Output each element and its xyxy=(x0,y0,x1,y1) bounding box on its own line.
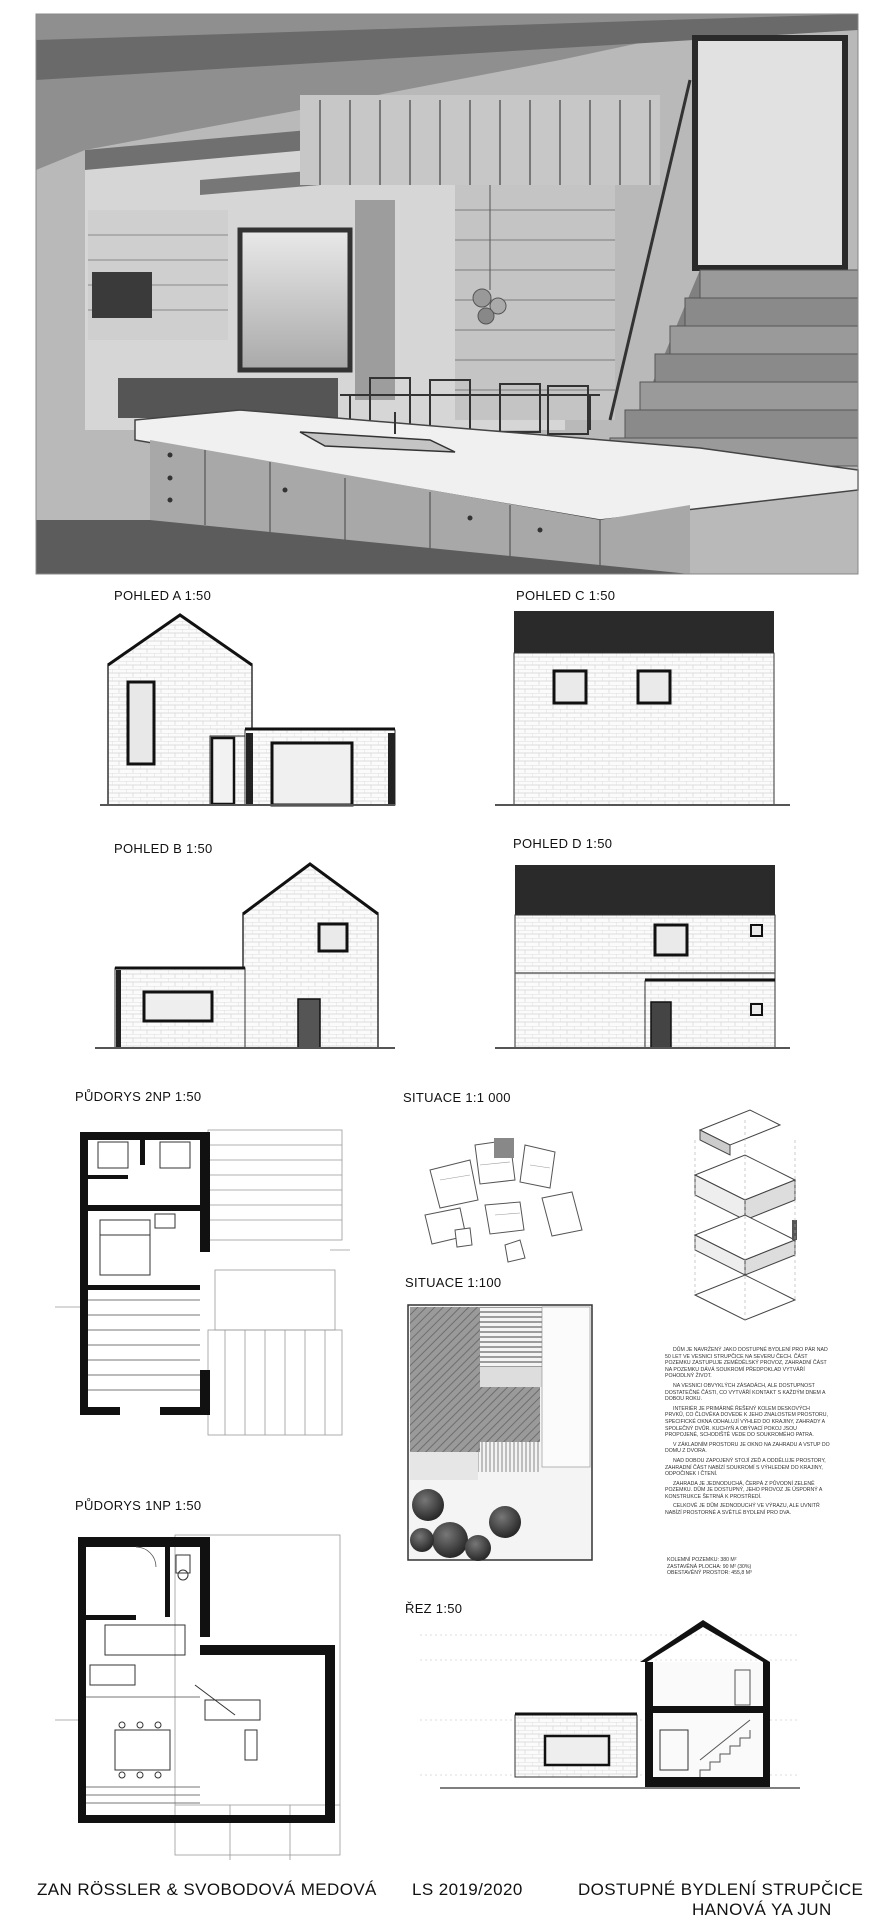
podorys-1np-label: PŮDORYS 1NP 1:50 xyxy=(75,1498,202,1513)
rez-label: ŘEZ 1:50 xyxy=(405,1601,463,1616)
project-description xyxy=(665,1347,830,1520)
description-paragraph: CELKOVĚ JE DŮM JEDNODUCHÝ VE VÝRAZU, ALE UVNITŘ NABÍZÍ PROSTORNÉ A SVĚTLÉ BYDLENÍ PRO DVA. xyxy=(665,1503,820,1517)
elevation-c-drawing xyxy=(0,605,894,835)
interior-perspective-drawing xyxy=(0,0,894,575)
description-paragraph: V ZÁKLADNÍM PROSTORU JE OKNO NA ZAHRADU A VSTUP DO DOMU Z DVORA. xyxy=(665,1441,830,1455)
axonometric-diagram xyxy=(0,1100,894,1310)
description-paragraph: DŮM JE NAVRŽENÝ JAKO DOSTUPNÉ BYDLENÍ PRO PÁR NAD 50 LET VE VESNICI STRUPČICE NA SEVERU ČECH. ČÁST POZEMKU ZASTUPUJE ZEMĚDĚLSKÝ PROVOZ, ZAHRADNÍ ČÁST NA POZEMKU DÁVÁ SOUKROMÍ PŘEDPOKLAD VYTVÁŘÍ POHODLNÝ ŽIVOT. xyxy=(665,1347,828,1380)
podorys-2np-label: PŮDORYS 2NP 1:50 xyxy=(75,1089,202,1104)
pohled-d-label: POHLED D 1:50 xyxy=(513,836,613,851)
pohled-a-label: POHLED A 1:50 xyxy=(114,588,212,603)
upper-window xyxy=(695,38,845,268)
pohled-b-label: POHLED B 1:50 xyxy=(114,841,213,856)
description-paragraph: NAD DOBOU ZAPOJENÝ STOJÍ ZEĎ A ODDĚLUJE PROSTORY, ZAHRADNÍ ČÁST NABÍZÍ SOUKROMÍ S VÝHLEDEM DO KRAJINY, ODPOČINEK I ČTENÍ. xyxy=(665,1457,826,1478)
pohled-c-label: POHLED C 1:50 xyxy=(516,588,616,603)
stat-plot-area: KOLEMNÍ POZEMKU: 380 M² xyxy=(667,1557,737,1563)
authors-text: ZAN RÖSSLER & SVOBODOVÁ MEDOVÁ xyxy=(37,1880,377,1899)
situace-1000-label: SITUACE 1:1 000 xyxy=(403,1090,511,1105)
stat-volume: OBESTAVĚNÝ PROSTOR: 455,8 M³ xyxy=(667,1570,752,1577)
center-window xyxy=(240,230,350,370)
project-title: DOSTUPNÉ BYDLENÍ STRUPČICE xyxy=(578,1880,864,1899)
section-drawing xyxy=(0,1610,894,1810)
description-paragraph: INTERIÉR JE PRIMÁRNĚ ŘEŠENÝ KOLEM DESKOVÝCH PRVKŮ, CO ČLOVĚKA DOVEDE K JEHO ZNALOSTEM PROSTORU, SPECIFICKÉ OKNA ODHALUJÍ VÝHLED DO KRAJINY, ZAHRADY A SPOLEČNÝ DVŮR. KUCHYŇ A OBÝVACÍ POKOJ JSOU PROPOJENÉ, SCHODIŠTĚ VEDE DO SOUKROMÉHO PATRA. xyxy=(665,1405,828,1439)
tutors-text: HANOVÁ YA JUN xyxy=(692,1900,832,1919)
situace-100-label: SITUACE 1:100 xyxy=(405,1275,502,1290)
description-paragraph: NA VESNICI OBVYKLÝCH ZÁSADÁCH, ALE DOSTUPNOST DOSTATEČNÉ ČÁSTI, CO VYTVÁŘÍ KONTAKT S KAŽDÝM DNEM A DOBOU ROKU. xyxy=(665,1382,826,1403)
elevation-d-drawing xyxy=(0,858,894,1078)
stat-built-area: ZASTAVĚNÁ PLOCHA: 90 M² (30%) xyxy=(667,1563,752,1570)
description-paragraph: ZAHRADA JE JEDNODUCHÁ, ČERPÁ Z PŮVODNÍ ZELENĚ POZEMKU. DŮM JE DOSTUPNÝ, JEHO PROVOZ JE ÚSPORNÝ A KONSTRUKCE ŠETRNÁ K PROSTŘEDÍ. xyxy=(665,1480,823,1500)
semester-text: LS 2019/2020 xyxy=(412,1880,523,1899)
tv-screen xyxy=(92,272,152,318)
